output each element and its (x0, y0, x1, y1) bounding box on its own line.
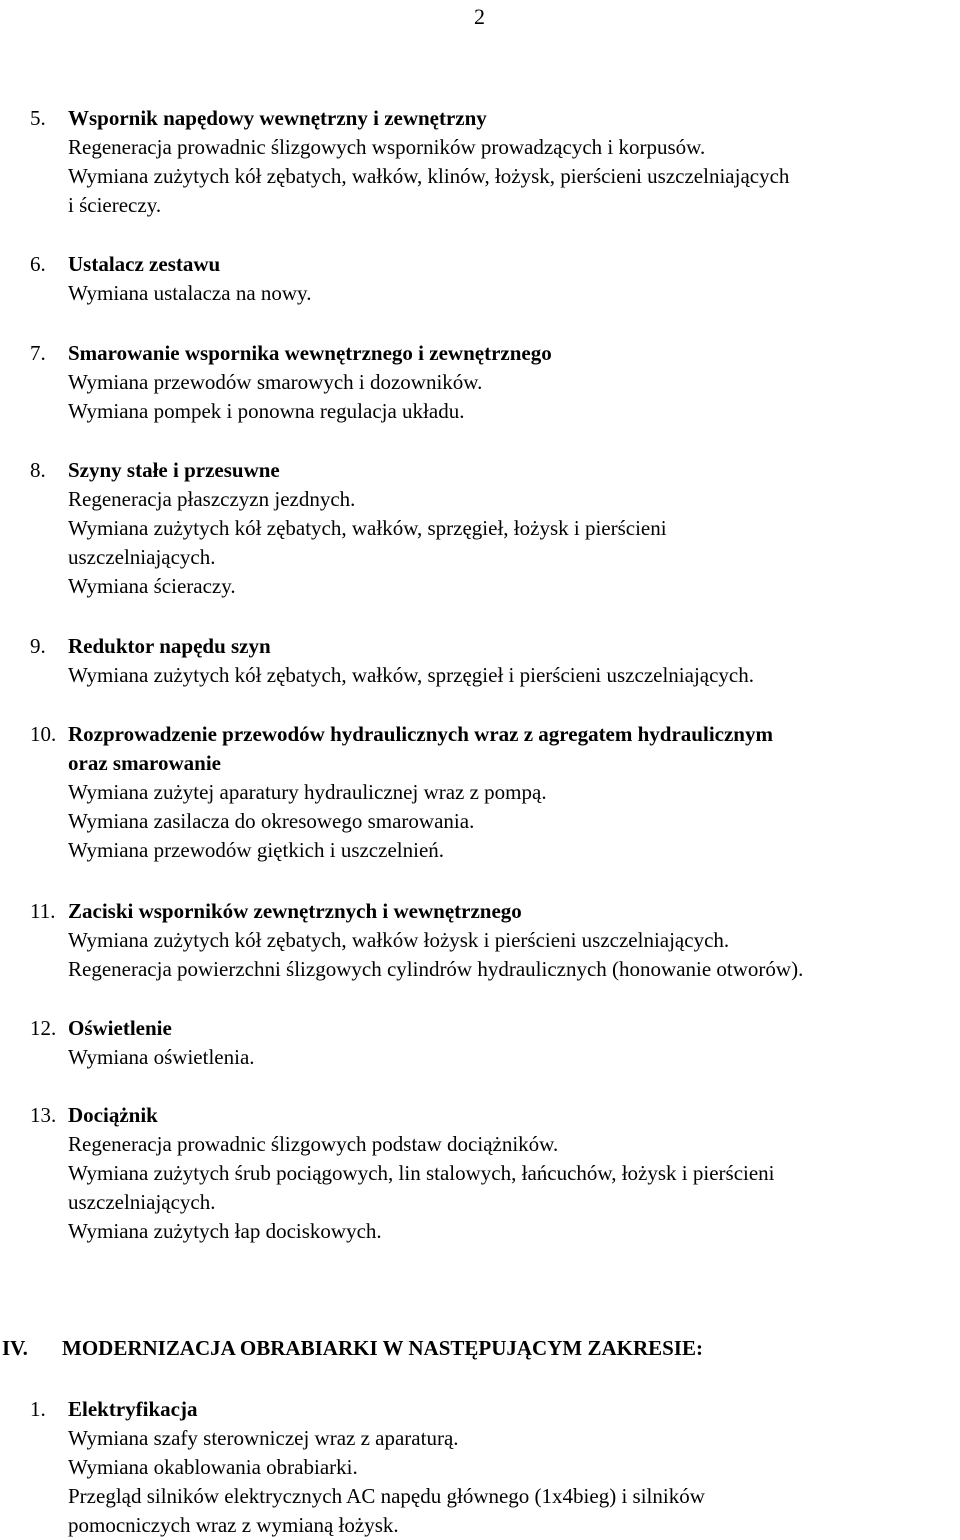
item-line: Wymiana zużytych kół zębatych, wałków, klinów, łożysk, pierścieni uszczelniających (68, 164, 790, 188)
item-number: 5. (30, 106, 46, 130)
section-title: MODERNIZACJA OBRABIARKI W NASTĘPUJĄCYM ZAKRESIE: (62, 1336, 703, 1360)
item-number: 8. (30, 458, 46, 482)
list-item (30, 339, 950, 426)
item-line: Wymiana zasilacza do okresowego smarowania. (68, 809, 475, 833)
list-item (30, 456, 950, 601)
item-line: Regeneracja płaszczyzn jezdnych. (68, 487, 356, 511)
item-line: Wymiana okablowania obrabiarki. (68, 1455, 358, 1479)
item-line: Wymiana pompek i ponowna regulacja układu. (68, 399, 465, 423)
list-item (30, 632, 950, 690)
list-item (30, 897, 950, 984)
item-line: Wymiana zużytych kół zębatych, wałków łożysk i pierścieni uszczelniających. (68, 928, 730, 952)
item-title: Elektryfikacja (68, 1397, 198, 1421)
item-line: Wymiana zużytych śrub pociągowych, lin stalowych, łańcuchów, łożysk i pierścieni (68, 1161, 775, 1185)
item-line: uszczelniających. (68, 545, 216, 569)
item-line: Wymiana szafy sterowniczej wraz z aparaturą. (68, 1426, 459, 1450)
list-item (30, 1014, 950, 1072)
item-line: Wymiana przewodów smarowych i dozowników. (68, 370, 483, 394)
item-number: 10. (30, 722, 57, 746)
item-title: Wspornik napędowy wewnętrzny i zewnętrzny (68, 106, 487, 130)
item-line: Wymiana ustalacza na nowy. (68, 281, 312, 305)
item-line: Wymiana zużytej aparatury hydraulicznej wraz z pompą. (68, 780, 547, 804)
list-item (30, 104, 950, 220)
item-title-continued: oraz smarowanie (68, 751, 221, 775)
item-line: i ściereczy. (68, 193, 162, 217)
page-number: 2 (474, 4, 485, 29)
item-title: Smarowanie wspornika wewnętrznego i zewnętrznego (68, 341, 552, 365)
item-line: Wymiana oświetlenia. (68, 1045, 255, 1069)
item-line: pomocniczych wraz z wymianą łożysk. (68, 1513, 399, 1537)
item-line: Wymiana przewodów giętkich i uszczelnień. (68, 838, 445, 862)
item-title: Zaciski wsporników zewnętrznych i wewnętrznego (68, 899, 522, 923)
item-line: Wymiana zużytych kół zębatych, wałków, sprzęgieł, łożysk i pierścieni (68, 516, 667, 540)
item-line: Regeneracja powierzchni ślizgowych cylindrów hydraulicznych (honowanie otworów). (68, 957, 804, 981)
item-title: Dociążnik (68, 1103, 158, 1127)
section-roman-numeral: IV. (2, 1336, 28, 1360)
item-line: Wymiana ścieraczy. (68, 574, 236, 598)
item-title: Reduktor napędu szyn (68, 634, 271, 658)
item-line: Regeneracja prowadnic ślizgowych podstaw dociążników. (68, 1132, 559, 1156)
item-title: Rozprowadzenie przewodów hydraulicznych wraz z agregatem hydraulicznym (68, 722, 773, 746)
item-number: 9. (30, 634, 46, 658)
item-number: 12. (30, 1016, 57, 1040)
list-item (30, 250, 950, 308)
item-number: 7. (30, 341, 46, 365)
item-line: Wymiana zużytych kół zębatych, wałków, sprzęgieł i pierścieni uszczelniających. (68, 663, 754, 687)
list-item (30, 1101, 950, 1246)
item-line: uszczelniających. (68, 1190, 216, 1214)
item-number: 6. (30, 252, 46, 276)
item-title: Szyny stałe i przesuwne (68, 458, 280, 482)
item-line: Regeneracja prowadnic ślizgowych wsporników prowadzących i korpusów. (68, 135, 706, 159)
item-title: Ustalacz zestawu (68, 252, 221, 276)
item-number: 13. (30, 1103, 57, 1127)
item-line: Przegląd silników elektrycznych AC napędu głównego (1x4bieg) i silników (68, 1484, 705, 1508)
item-number: 11. (30, 899, 56, 923)
item-number: 1. (30, 1397, 46, 1421)
item-line: Wymiana zużytych łap dociskowych. (68, 1219, 382, 1243)
list-item (30, 720, 950, 865)
item-title: Oświetlenie (68, 1016, 172, 1040)
list-item (30, 1395, 950, 1540)
